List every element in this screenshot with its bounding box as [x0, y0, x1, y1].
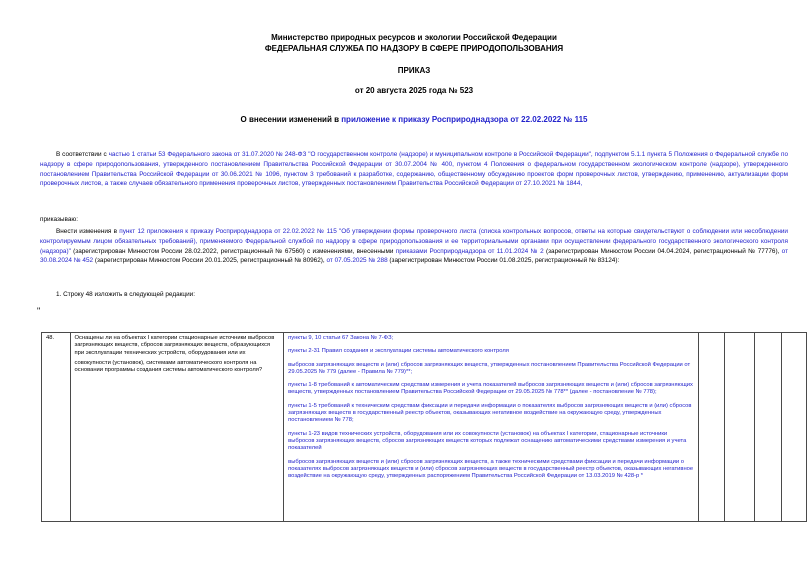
doc-link[interactable]: частью 1 статьи 53 Федерального закона от 31.07.2020 № 248-ФЗ "О государственном контроле (надзоре) и муниципальном контроле в Российской Федерации", подпунктом 5.1.1 пункта 5 Положения о Федеральной службе по надзору в сфере природопользования, утвержденного постановлением Правительства Российской Федерации от 30.07.2004 № 400, пунктом 4 Положения о федеральном государственном экологическом контроле (надзоре), утвержденного постановлением Правительства Российской Федерации от 30.06.2021 № 1096, пунктом 3 требований к разработке, содержанию, общественному обсуждению проектов форм проверочных листов, утверждению, применению, актуализации форм проверочных листов, а также случаев обязательного применения проверочных листов, утвержденных постановлением Правительства Российской Федерации от 27.10.2021 № 1844,	[40, 151, 789, 188]
row-number-cell: 48.	[42, 333, 71, 522]
table-row	[42, 333, 807, 522]
doc-type: ПРИКАЗ	[397, 66, 431, 75]
doc-link[interactable]: приказами Росприроднадзора от 11.01.2024 № 2	[395, 247, 544, 255]
references-cell	[284, 333, 699, 522]
doc-link[interactable]: пункт 12 приложения к приказу Росприроднадзора от 22.02.2022 № 115 "Об утверждении формы проверочного листа (списка контрольных вопросов, ответы на которые свидетельствуют о соблюдении или несоблюдении контролируемым лицом обязательных требований), применяемого Федеральной службой по надзору в сфере природопользования и ее территориальными органами при осуществлении федерального государственного экологического контроля (надзора)"	[40, 228, 788, 255]
question-para: совокупности (установок), системами автоматического контроля на основании программы создания системы автоматического контроля?	[74, 359, 263, 374]
reference-link[interactable]: пункты 9, 10 статьи 67 Закона № 7-ФЗ;	[288, 335, 394, 341]
reference-link[interactable]: пункты 1-5 требований к техническим средствам фиксации и передачи информации о показателях выбросов загрязняющих веществ и (или) сбросов загрязняющих веществ в государственный реестр объектов, оказывающих негативное воздействие на окружающую среду, утвержденных постановлением № 778;	[288, 402, 692, 424]
doc-date: от 20 августа 2025 года № 523	[354, 86, 474, 95]
answer-cell-1	[698, 333, 724, 522]
reference-link[interactable]: пункты 1-8 требований к автоматическим средствам измерения и учета показателей выбросов загрязняющих веществ и (или) сбросов загрязняющих веществ, утвержденных постановлением Правительства Российской Федерации от 29.05.2025 № 778** (далее - постановление № 778);	[288, 382, 693, 396]
service-line: ФЕДЕРАЛЬНАЯ СЛУЖБА ПО НАДЗОРУ В СФЕРЕ ПРИРОДОПОЛЬЗОВАНИЯ	[264, 44, 564, 53]
doc-title	[40, 114, 788, 125]
reference-link[interactable]: выбросов загрязняющих веществ и (или) сбросов загрязняющих веществ, а также техническими средствами фиксации и передачи информации о показателях выбросов загрязняющих веществ и (или) сбросов загрязняющих веществ в государственный реестр объектов, оказывающих негативное воздействие на окружающую среду, утвержденных распоряжением Правительства Российской Федерации от 13.03.2019 № 428-р *	[288, 458, 694, 480]
amendments-paragraph	[40, 227, 788, 266]
answer-cell-3	[755, 333, 781, 522]
question-cell	[70, 333, 284, 522]
reference-link[interactable]: выбросов загрязняющих веществ и (или) сбросов загрязняющих веществ, утвержденных постановлением Правительства Российской Федерации от 29.05.2025 № 779 (далее - Правила № 779)**;	[288, 361, 691, 375]
text-run: В соответствии с	[56, 151, 109, 158]
reference-link[interactable]: пункты 2-31 Правил создания и эксплуатации системы автоматического контроля	[288, 348, 509, 355]
doc-link[interactable]: от 30.08.2024 № 452	[40, 247, 789, 265]
reference-link[interactable]: пункты 1-23 видов технических устройств, оборудования или их совокупности (установок) на объектах I категории, стационарные источники выбросов загрязняющих веществ, сбросов загрязняющих веществ которых подлежат оснащению автоматическими средствами измерения и учета показателей	[288, 430, 687, 452]
answer-cell-2	[725, 333, 755, 522]
document-header	[40, 32, 788, 54]
text-run: О внесении изменений в	[240, 115, 342, 124]
doc-link[interactable]: приложение к приказу Росприроднадзора от 22.02.2022 № 115	[341, 115, 588, 124]
intro-paragraph	[40, 150, 788, 189]
text-run: (зарегистрирован Минюстом России 20.01.2025, регистрационный № 80962),	[93, 257, 327, 265]
text-run: (зарегистрирован Минюстом России 28.02.2022, регистрационный № 67560) с изменениями, внесенными	[70, 247, 396, 255]
question-para: Оснащены ли на объектах I категории стационарные источники выбросов загрязняющих веществ, сбросов загрязняющих веществ, образующихся при эксплуатации технических устройств, оборудования или их	[74, 335, 275, 356]
doc-link[interactable]: от 07.05.2025 № 288	[326, 257, 388, 265]
text-run: (зарегистрирован Минюстом России 04.04.2024, регистрационный № 77776),	[543, 247, 782, 255]
item-1-line: 1. Строку 48 изложить в следующей редакции:	[56, 291, 195, 298]
prikaz-word: приказываю:	[40, 216, 78, 223]
text-run: (зарегистрирован Минюстом России 01.08.2025, регистрационный № 83124):	[387, 257, 620, 265]
text-run: Внести изменения в	[56, 228, 120, 235]
answer-cell-4	[781, 333, 806, 522]
open-quote: "	[37, 306, 41, 316]
checklist-table	[41, 332, 807, 522]
ministry-line: Министерство природных ресурсов и экологии Российской Федерации	[271, 33, 557, 42]
